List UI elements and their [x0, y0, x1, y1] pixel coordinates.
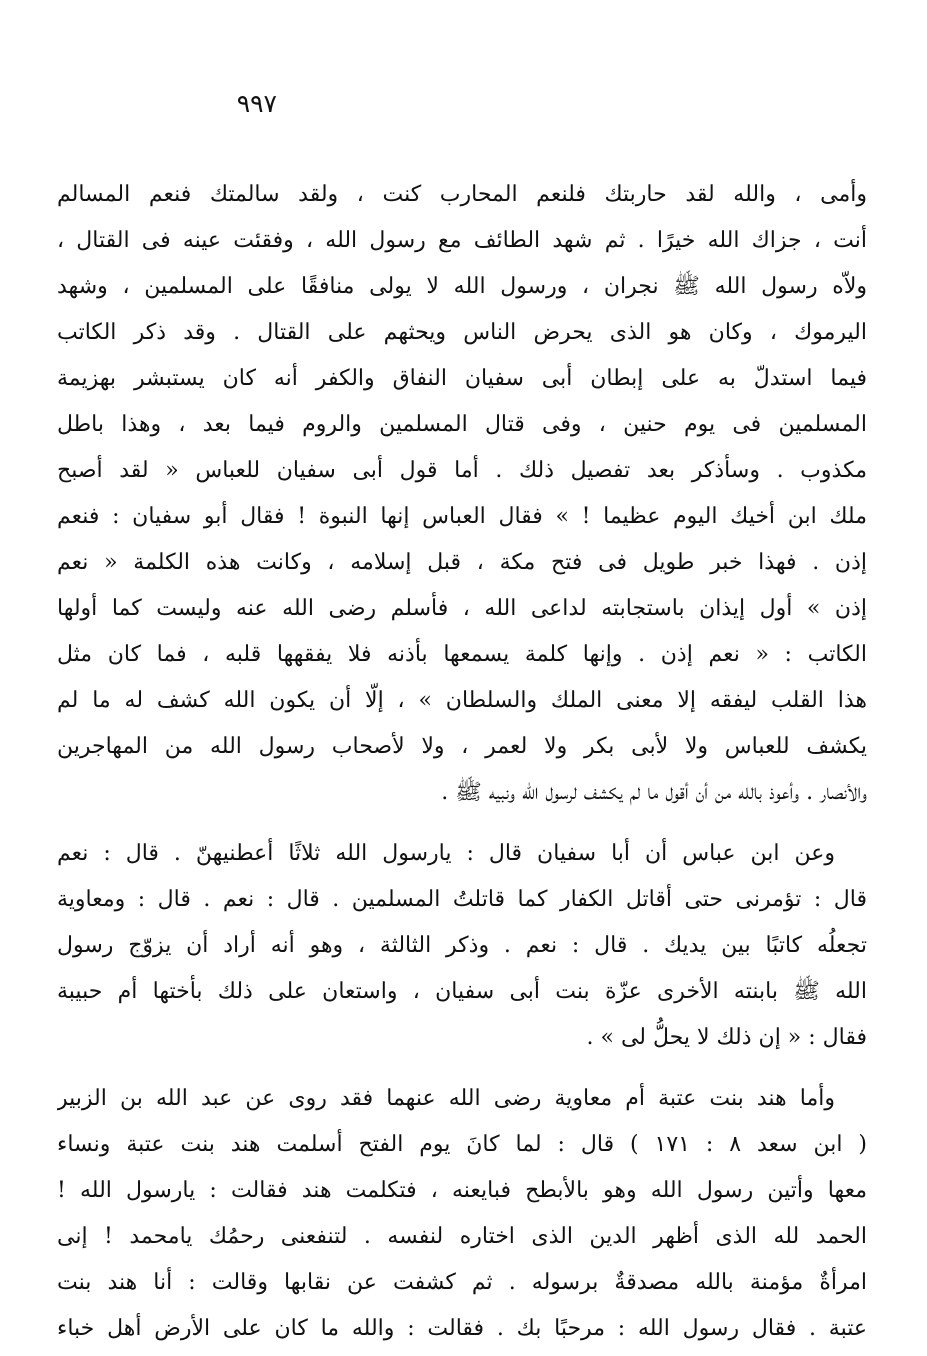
text-line: الحمد لله الذى أظهر الدين الذى اختاره لنفسه . لتنفعنى رحمُك يامحمد ! إنى — [57, 1224, 867, 1249]
paragraph-1 — [57, 172, 867, 816]
text-line: ملك ابن أخيك اليوم عظيما ! » فقال العباس إنها النبوة ! فقال أبو سفيان : فنعم — [57, 504, 867, 529]
text-line: معها وأتين رسول الله وهو بالأبطح فبايعنه ، فتكلمت هند فقالت : يارسول الله ! — [57, 1178, 867, 1203]
text-line: هذا القلب ليفقه إلا معنى الملك والسلطان » ، إلّا أن يكون الله كشف له ما لم — [57, 688, 867, 713]
text-line: عتبة . فقال رسول الله : مرحبًا بك . فقالت : والله ما كان على الأرض أهل خباء — [57, 1316, 867, 1341]
text-line: فقال : « إن ذلك لا يحلُّ لى » . — [586, 1025, 867, 1050]
paragraph-2 — [57, 831, 867, 1061]
text-line: تجعلُه كاتبًا بين يديك . قال : نعم . وذكر الثالثة ، وهو أنه أراد أن يزوّج رسول — [57, 933, 867, 958]
text-line: الكاتب : « نعم إذن . وإنها كلمة يسمعها بأذنه فلا يفقهها قلبه ، فما كان مثل — [57, 642, 867, 667]
paragraph-3 — [57, 1076, 867, 1352]
text-line: امرأةٌ مؤمنة بالله مصدقةٌ برسوله . ثم كشفت عن نقابها وقالت : أنا هند بنت — [57, 1270, 867, 1295]
text-line: أنت ، جزاك الله خيرًا . ثم شهد الطائف مع رسول الله ، وفقئت عينه فى القتال ، — [57, 228, 867, 253]
text-line: المسلمين فى يوم حنين ، وفى قتال المسلمين والروم فيما بعد ، وهذا باطل — [57, 412, 867, 437]
text-line: وأما هند بنت عتبة أم معاوية رضى الله عنهما فقد روى عن عبد الله بن الزبير — [57, 1086, 835, 1111]
text-line: إذن » أول إيذان باستجابته لداعى الله ، فأسلم رضى الله عنه وليست كما أولها — [57, 596, 867, 621]
text-line: إذن . فهذا خبر طويل فى فتح مكة ، قبل إسلامه ، وكانت هذه الكلمة « نعم — [57, 550, 867, 575]
text-line: والأنصار . وأعوذ بالله من أن أقول ما لم يكشف لرسول الله ونبيه ﷺ . — [441, 780, 867, 805]
text-line: مكذوب . وسأذكر بعد تفصيل ذلك . أما قول أبى سفيان للعباس « لقد أصبح — [57, 458, 867, 483]
text-line: يكشف للعباس ولا لأبى بكر ولا لعمر ، ولا لأصحاب رسول الله من المهاجرين — [57, 734, 867, 759]
text-line: وأمى ، والله لقد حاربتك فلنعم المحارب كنت ، ولقد سالمتك فنعم المسالم — [57, 182, 867, 207]
text-line: ولاّه رسول الله ﷺ نجران ، ورسول الله لا يولى منافقًا على المسلمين ، وشهد — [57, 274, 867, 299]
text-line: فيما استدلّ به على إبطان أبى سفيان النفاق والكفر أنه كان يستبشر بهزيمة — [57, 366, 867, 391]
text-line: قال : تؤمرنى حتى أقاتل الكفار كما قاتلتُ المسلمين . قال : نعم . قال : ومعاوية — [57, 887, 867, 912]
text-line: وعن ابن عباس أن أبا سفيان قال : يارسول الله ثلاثًا أعطنيهنّ . قال : نعم — [57, 841, 835, 866]
page-number: ٩٩٧ — [236, 89, 277, 118]
body-text — [57, 172, 867, 1352]
text-line: ( ابن سعد ٨ : ١٧١ ) قال : لما كانَ يوم الفتح أسلمت هند بنت عتبة ونساء — [57, 1132, 867, 1157]
text-line: الله ﷺ بابنته الأخرى عزّة بنت أبى سفيان ، واستعان على ذلك بأختها أم حبيبة — [57, 979, 867, 1004]
text-line: اليرموك ، وكان هو الذى يحرض الناس ويحثهم على القتال . وقد ذكر الكاتب — [57, 320, 867, 345]
